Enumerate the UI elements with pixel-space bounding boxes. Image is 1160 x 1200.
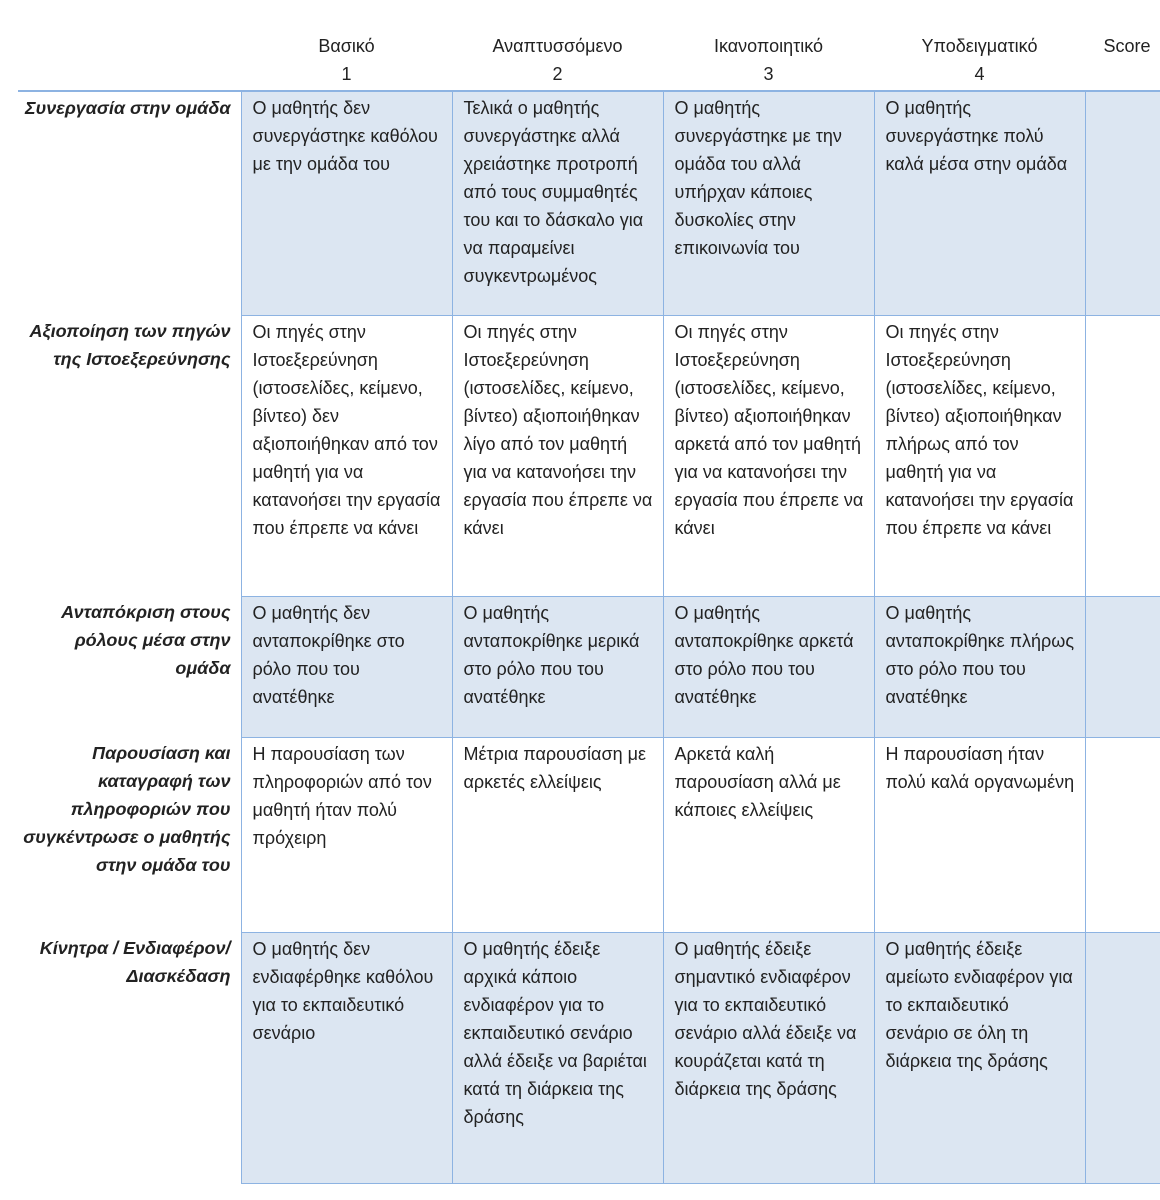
level-number: 1	[341, 64, 352, 84]
rubric-cell: Ο μαθητής έδειξε αμείωτο ενδιαφέρον για το εκπαιδευτικό σενάριο σε όλη τη διάρκεια της δράσης	[874, 932, 1085, 1183]
rubric-cell: Ο μαθητής ανταποκρίθηκε αρκετά στο ρόλο που του ανατέθηκε	[663, 596, 874, 737]
rubric-cell: Οι πηγές στην Ιστοεξερεύνηση (ιστοσελίδες, κείμενο, βίντεο) αξιοποιήθηκαν λίγο από τον μαθητή για να κατανοήσει την εργασία που έπρεπε να κάνει	[452, 315, 663, 596]
table-row	[18, 737, 1160, 932]
level-label: Αναπτυσσόμενο	[492, 36, 623, 56]
rubric-cell: Η παρουσίαση των πληροφοριών από τον μαθητή ήταν πολύ πρόχειρη	[241, 737, 452, 932]
score-cell[interactable]	[1085, 737, 1160, 932]
rubric-cell: Ο μαθητής ανταποκρίθηκε μερικά στο ρόλο που του ανατέθηκε	[452, 596, 663, 737]
score-cell[interactable]	[1085, 596, 1160, 737]
rubric-cell: Ο μαθητής συνεργάστηκε με την ομάδα του αλλά υπήρχαν κάποιες δυσκολίες στην επικοινωνία του	[663, 91, 874, 315]
score-cell[interactable]	[1085, 91, 1160, 315]
rubric-cell: Οι πηγές στην Ιστοεξερεύνηση (ιστοσελίδες, κείμενο, βίντεο) αξιοποιήθηκαν πλήρως από τον μαθητή για να κατανοήσει την εργασία που έπρεπε να κάνει	[874, 315, 1085, 596]
rubric-cell: Αρκετά καλή παρουσίαση αλλά με κάποιες ελλείψεις	[663, 737, 874, 932]
header-row	[18, 30, 1160, 91]
criterion-label: Κίνητρα / Ενδιαφέρον/ Διασκέδαση	[18, 932, 241, 1183]
criterion-label: Ανταπόκριση στους ρόλους μέσα στην ομάδα	[18, 596, 241, 737]
level-label: Βασικό	[318, 36, 375, 56]
header-level-2	[452, 30, 663, 91]
header-level-4	[874, 30, 1085, 91]
rubric-cell: Ο μαθητής έδειξε σημαντικό ενδιαφέρον για το εκπαιδευτικό σενάριο αλλά έδειξε να κουράζεται κατά τη διάρκεια της δράσης	[663, 932, 874, 1183]
table-row	[18, 596, 1160, 737]
level-label: Ικανοποιητικό	[713, 36, 824, 56]
rubric-cell: Τελικά ο μαθητής συνεργάστηκε αλλά χρειάστηκε προτροπή από τους συμμαθητές του και το δάσκαλο για να παραμείνει συγκεντρωμένος	[452, 91, 663, 315]
table-row	[18, 315, 1160, 596]
rubric-cell: Ο μαθητής δεν ενδιαφέρθηκε καθόλου για το εκπαιδευτικό σενάριο	[241, 932, 452, 1183]
level-number: 4	[974, 64, 985, 84]
rubric-cell: Ο μαθητής δεν συνεργάστηκε καθόλου με την ομάδα του	[241, 91, 452, 315]
criterion-label: Παρουσίαση και καταγραφή των πληροφοριών που συγκέντρωσε ο μαθητής στην ομάδα του	[18, 737, 241, 932]
rubric-cell: Ο μαθητής δεν ανταποκρίθηκε στο ρόλο που του ανατέθηκε	[241, 596, 452, 737]
header-level-3	[663, 30, 874, 91]
level-label: Υποδειγματικό	[921, 36, 1038, 56]
level-number: 2	[552, 64, 563, 84]
rubric-cell: Μέτρια παρουσίαση με αρκετές ελλείψεις	[452, 737, 663, 932]
rubric-cell: Ο μαθητής έδειξε αρχικά κάποιο ενδιαφέρον για το εκπαιδευτικό σενάριο αλλά έδειξε να βαριέται κατά τη διάρκεια της δράσης	[452, 932, 663, 1183]
score-cell[interactable]	[1085, 315, 1160, 596]
rubric-cell: Ο μαθητής ανταποκρίθηκε πλήρως στο ρόλο που του ανατέθηκε	[874, 596, 1085, 737]
header-level-1	[241, 30, 452, 91]
score-cell[interactable]	[1085, 932, 1160, 1183]
criterion-label: Αξιοποίηση των πηγών της Ιστοεξερεύνησης	[18, 315, 241, 596]
table-row	[18, 932, 1160, 1183]
rubric-cell: Οι πηγές στην Ιστοεξερεύνηση (ιστοσελίδες, κείμενο, βίντεο) αξιοποιήθηκαν αρκετά από τον μαθητή για να κατανοήσει την εργασία που έπρεπε να κάνει	[663, 315, 874, 596]
rubric-cell: Η παρουσίαση ήταν πολύ καλά οργανωμένη	[874, 737, 1085, 932]
rubric-cell: Ο μαθητής συνεργάστηκε πολύ καλά μέσα στην ομάδα	[874, 91, 1085, 315]
rubric-table	[18, 30, 1160, 1184]
criterion-label: Συνεργασία στην ομάδα	[18, 91, 241, 315]
rubric-cell: Οι πηγές στην Ιστοεξερεύνηση (ιστοσελίδες, κείμενο, βίντεο) δεν αξιοποιήθηκαν από τον μαθητή για να κατανοήσει την εργασία που έπρεπε να κάνει	[241, 315, 452, 596]
rubric-container	[18, 30, 1152, 1184]
level-number: 3	[763, 64, 774, 84]
table-row	[18, 91, 1160, 315]
header-score: Score	[1085, 30, 1160, 91]
header-blank-cell	[18, 30, 241, 91]
